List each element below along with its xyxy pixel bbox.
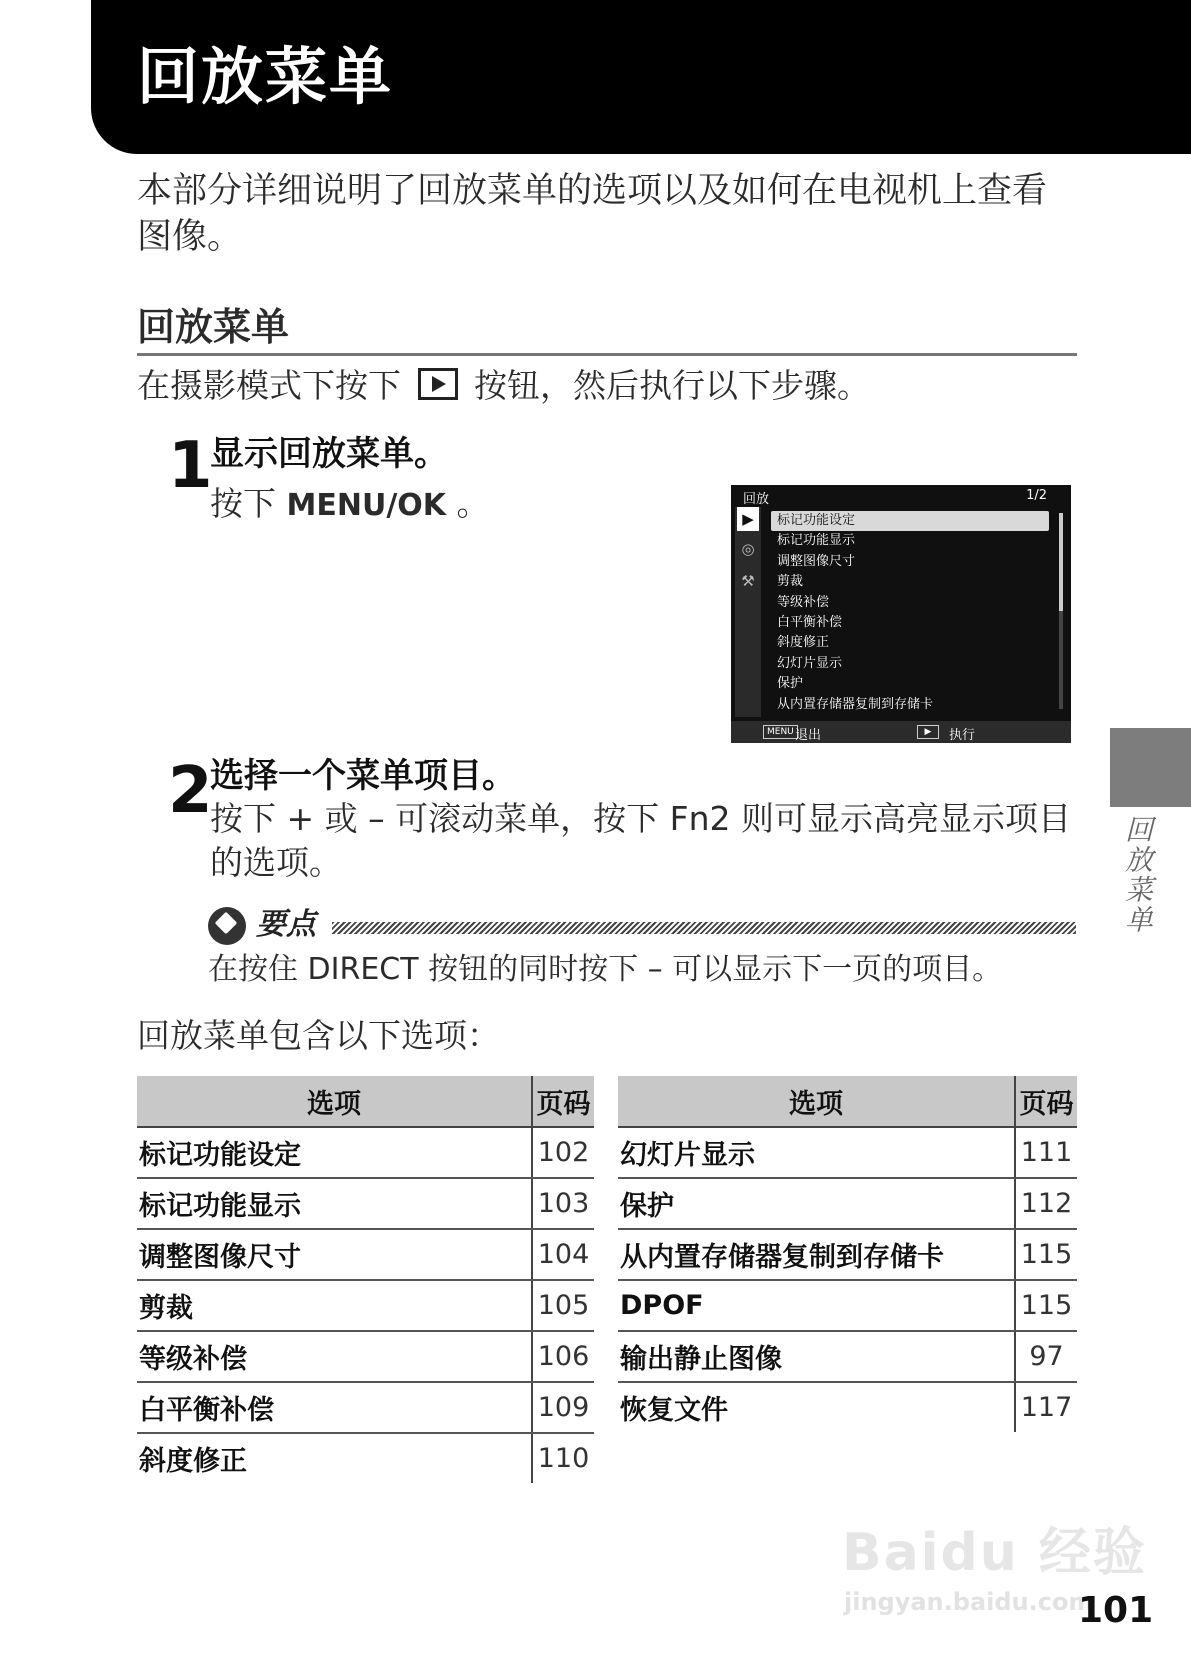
step-1-text	[210, 482, 490, 528]
section-heading: 回放菜单	[137, 305, 1077, 356]
step-1-title: 显示回放菜单。	[210, 434, 448, 474]
menu-ok-key: MENU/OK	[286, 488, 447, 523]
camera-menu-item: 调整图像尺寸	[777, 553, 856, 569]
option-name: 从内置存储器复制到存储卡	[620, 1242, 944, 1273]
option-page: 111	[1015, 1127, 1077, 1178]
table-row	[618, 1127, 1077, 1178]
intro-paragraph: 本部分详细说明了回放菜单的选项以及如何在电视机上查看图像。	[137, 171, 1048, 257]
camera-menu-item: 幻灯片显示	[777, 655, 843, 671]
baidu-watermark: Baidu 经验	[842, 1523, 1147, 1583]
table-lead: 回放菜单包含以下选项：	[137, 1016, 500, 1055]
chapter-side-label: 回放菜单	[1121, 815, 1154, 935]
table-row	[618, 1178, 1077, 1229]
play-key-icon: ▶	[917, 725, 939, 739]
option-name: 保护	[620, 1191, 674, 1222]
option-name: DPOF	[620, 1290, 704, 1321]
camera-menu-item: 等级补偿	[777, 594, 830, 610]
camera-menu-item: 剪裁	[777, 574, 804, 590]
option-page: 103	[532, 1178, 594, 1229]
option-page: 109	[532, 1382, 594, 1433]
table-row	[137, 1331, 594, 1382]
option-page: 104	[532, 1229, 594, 1280]
camera-screen-title: 回放	[743, 492, 770, 507]
table-row	[618, 1229, 1077, 1280]
option-name: 标记功能设定	[139, 1140, 301, 1171]
chapter-side-tab	[1110, 728, 1191, 807]
option-page: 115	[1015, 1280, 1077, 1331]
note-label: 要点	[256, 907, 316, 942]
section-lead-after: 按钮，然后执行以下步骤。	[474, 366, 870, 405]
option-name: 等级补偿	[139, 1344, 247, 1375]
camera-menu-screen	[731, 485, 1071, 743]
col-header-page: 页码	[1015, 1076, 1077, 1127]
camera-screen-footer	[731, 721, 1071, 743]
note-text: 在按住 DIRECT 按钮的同时按下 – 可以显示下一页的项目。	[208, 952, 1003, 987]
option-page: 110	[537, 1443, 590, 1474]
option-name: 剪裁	[139, 1293, 193, 1324]
table-row	[137, 1127, 594, 1178]
options-table-right	[618, 1076, 1077, 1432]
playback-button-icon	[418, 368, 458, 400]
option-page: 97	[1015, 1331, 1077, 1382]
option-name: 标记功能显示	[139, 1191, 301, 1222]
camera-menu-tabs	[735, 507, 761, 717]
note-pin-icon	[208, 907, 246, 945]
step-1-text-after: 。	[456, 484, 490, 523]
table-row	[618, 1331, 1077, 1382]
camera-menu-item: 标记功能设定	[771, 511, 1049, 531]
table-row	[137, 1382, 594, 1433]
table-row	[137, 1433, 594, 1483]
camera-menu-item: 保护	[777, 676, 804, 692]
playback-tab-icon: ▶	[737, 507, 759, 531]
option-page: 115	[1015, 1229, 1077, 1280]
step-2-text: 按下 + 或 – 可滚动菜单，按下 Fn2 则可显示高亮显示项目的选项。	[210, 799, 1071, 882]
option-name: 斜度修正	[139, 1446, 247, 1477]
table-row	[618, 1382, 1077, 1432]
camera-menu-item: 标记功能显示	[777, 533, 856, 549]
step-2-number: 2	[168, 754, 213, 828]
options-table-left	[137, 1076, 594, 1483]
camera-screen-page: 1/2	[1026, 488, 1047, 503]
chapter-title: 回放菜单	[137, 40, 394, 113]
wrench-icon: ⚒	[741, 572, 755, 590]
option-page: 106	[532, 1331, 594, 1382]
menu-key-icon: MENU	[763, 725, 798, 739]
camera-menu-item: 从内置存储器复制到存储卡	[777, 696, 934, 712]
camera-scrollbar	[1059, 513, 1063, 709]
step-2-title: 选择一个菜单项目。	[210, 756, 516, 796]
note-rule	[332, 922, 1076, 934]
option-page: 105	[532, 1280, 594, 1331]
section-lead	[137, 366, 870, 406]
camera-screen-header	[743, 488, 1047, 507]
exit-label: 退出	[795, 728, 822, 743]
option-page: 117	[1020, 1392, 1073, 1423]
option-page: 112	[1015, 1178, 1077, 1229]
note-header	[208, 905, 1076, 947]
table-row	[137, 1280, 594, 1331]
section-lead-before: 在摄影模式下按下	[137, 366, 401, 405]
table-row	[137, 1229, 594, 1280]
option-page: 102	[532, 1127, 594, 1178]
option-name: 调整图像尺寸	[139, 1242, 301, 1273]
option-name: 幻灯片显示	[620, 1140, 755, 1171]
camera-menu-list	[771, 511, 1049, 715]
settings-dial-icon: ◎	[741, 540, 755, 558]
option-name: 白平衡补偿	[139, 1395, 274, 1426]
table-row	[137, 1178, 594, 1229]
step-1-number: 1	[168, 429, 213, 503]
page-number: 101	[1078, 1590, 1154, 1631]
col-header-option: 选项	[137, 1076, 532, 1127]
chapter-header	[91, 0, 1191, 154]
option-name: 恢复文件	[620, 1395, 728, 1426]
camera-menu-item: 斜度修正	[777, 635, 830, 651]
option-name: 输出静止图像	[620, 1344, 782, 1375]
col-header-option: 选项	[618, 1076, 1015, 1127]
step-1-text-before: 按下	[210, 484, 276, 523]
camera-menu-item: 白平衡补偿	[777, 614, 843, 630]
execute-label: 执行	[949, 728, 976, 743]
watermark-url: jingyan.baidu.com	[844, 1588, 1094, 1616]
col-header-page: 页码	[532, 1076, 594, 1127]
table-row	[618, 1280, 1077, 1331]
